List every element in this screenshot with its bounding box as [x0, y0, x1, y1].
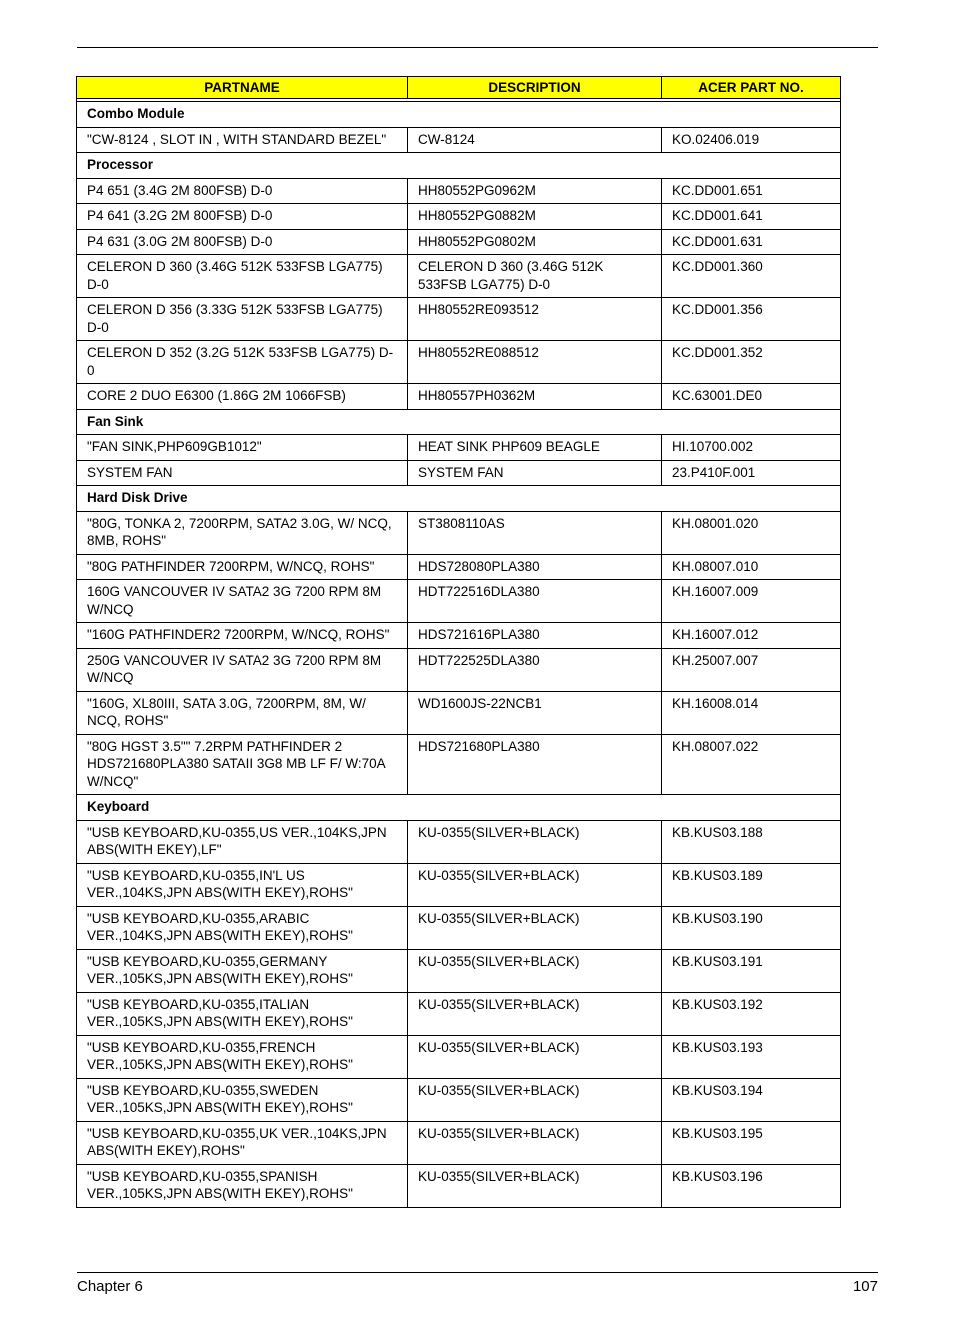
cell-description: HDT722516DLA380	[408, 580, 662, 623]
cell-acer-part-no: KC.DD001.360	[662, 255, 841, 298]
cell-partname: "USB KEYBOARD,KU-0355,US VER.,104KS,JPN ABS(WITH EKEY),LF"	[77, 820, 408, 863]
cell-description: KU-0355(SILVER+BLACK)	[408, 1164, 662, 1207]
cell-partname: "USB KEYBOARD,KU-0355,SPANISH VER.,105KS,JPN ABS(WITH EKEY),ROHS"	[77, 1164, 408, 1207]
cell-acer-part-no: KH.16007.009	[662, 580, 841, 623]
cell-description: KU-0355(SILVER+BLACK)	[408, 1035, 662, 1078]
table-row	[77, 863, 841, 906]
cell-partname: CELERON D 356 (3.33G 512K 533FSB LGA775) D-0	[77, 298, 408, 341]
cell-acer-part-no: KB.KUS03.188	[662, 820, 841, 863]
cell-description: HH80552PG0802M	[408, 229, 662, 255]
table-row	[77, 511, 841, 554]
cell-acer-part-no: KB.KUS03.195	[662, 1121, 841, 1164]
cell-acer-part-no: KC.DD001.631	[662, 229, 841, 255]
cell-acer-part-no: KH.25007.007	[662, 648, 841, 691]
cell-partname: CELERON D 352 (3.2G 512K 533FSB LGA775) D-0	[77, 341, 408, 384]
table-row	[77, 691, 841, 734]
table-body	[77, 99, 841, 1208]
table-row	[77, 992, 841, 1035]
cell-acer-part-no: HI.10700.002	[662, 435, 841, 461]
cell-partname: "CW-8124 , SLOT IN , WITH STANDARD BEZEL"	[77, 127, 408, 153]
table-row	[77, 906, 841, 949]
cell-description: HH80552RE093512	[408, 298, 662, 341]
cell-acer-part-no: KH.08007.010	[662, 554, 841, 580]
cell-acer-part-no: KB.KUS03.191	[662, 949, 841, 992]
footer-page-number: 107	[852, 1278, 878, 1295]
section-heading: Combo Module	[77, 102, 841, 128]
cell-acer-part-no: KC.63001.DE0	[662, 384, 841, 410]
section-row	[77, 409, 841, 435]
cell-acer-part-no: KB.KUS03.189	[662, 863, 841, 906]
cell-partname: "FAN SINK,PHP609GB1012"	[77, 435, 408, 461]
cell-acer-part-no: KB.KUS03.193	[662, 1035, 841, 1078]
parts-table	[76, 76, 841, 1208]
cell-partname: "USB KEYBOARD,KU-0355,ARABIC VER.,104KS,JPN ABS(WITH EKEY),ROHS"	[77, 906, 408, 949]
table-row	[77, 384, 841, 410]
cell-acer-part-no: KC.DD001.641	[662, 204, 841, 230]
cell-partname: "USB KEYBOARD,KU-0355,UK VER.,104KS,JPN ABS(WITH EKEY),ROHS"	[77, 1121, 408, 1164]
cell-description: KU-0355(SILVER+BLACK)	[408, 863, 662, 906]
cell-partname: P4 651 (3.4G 2M 800FSB) D-0	[77, 178, 408, 204]
cell-description: HH80557PH0362M	[408, 384, 662, 410]
section-heading: Processor	[77, 153, 841, 179]
cell-partname: P4 641 (3.2G 2M 800FSB) D-0	[77, 204, 408, 230]
cell-partname: "USB KEYBOARD,KU-0355,GERMANY VER.,105KS,JPN ABS(WITH EKEY),ROHS"	[77, 949, 408, 992]
table-row	[77, 229, 841, 255]
cell-partname: "USB KEYBOARD,KU-0355,FRENCH VER.,105KS,JPN ABS(WITH EKEY),ROHS"	[77, 1035, 408, 1078]
cell-description: KU-0355(SILVER+BLACK)	[408, 992, 662, 1035]
cell-partname: "USB KEYBOARD,KU-0355,ITALIAN VER.,105KS,JPN ABS(WITH EKEY),ROHS"	[77, 992, 408, 1035]
cell-acer-part-no: KC.DD001.651	[662, 178, 841, 204]
cell-partname: "80G HGST 3.5"" 7.2RPM PATHFINDER 2 HDS721680PLA380 SATAII 3G8 MB LF F/ W:70A W/NCQ"	[77, 734, 408, 795]
cell-description: HH80552RE088512	[408, 341, 662, 384]
table-row	[77, 1035, 841, 1078]
cell-partname: 160G VANCOUVER IV SATA2 3G 7200 RPM 8M W/NCQ	[77, 580, 408, 623]
cell-description: KU-0355(SILVER+BLACK)	[408, 949, 662, 992]
cell-partname: CELERON D 360 (3.46G 512K 533FSB LGA775) D-0	[77, 255, 408, 298]
cell-description: HDS721616PLA380	[408, 623, 662, 649]
column-header-acer-part-no: ACER PART NO.	[662, 77, 841, 99]
cell-partname: "80G PATHFINDER 7200RPM, W/NCQ, ROHS"	[77, 554, 408, 580]
cell-description: KU-0355(SILVER+BLACK)	[408, 820, 662, 863]
cell-description: SYSTEM FAN	[408, 460, 662, 486]
cell-description: CELERON D 360 (3.46G 512K 533FSB LGA775) D-0	[408, 255, 662, 298]
cell-acer-part-no: KO.02406.019	[662, 127, 841, 153]
table-row	[77, 1164, 841, 1207]
table-row	[77, 734, 841, 795]
cell-acer-part-no: KC.DD001.352	[662, 341, 841, 384]
cell-partname: "160G PATHFINDER2 7200RPM, W/NCQ, ROHS"	[77, 623, 408, 649]
cell-acer-part-no: KB.KUS03.196	[662, 1164, 841, 1207]
cell-description: KU-0355(SILVER+BLACK)	[408, 1078, 662, 1121]
cell-acer-part-no: KH.16007.012	[662, 623, 841, 649]
cell-description: HEAT SINK PHP609 BEAGLE	[408, 435, 662, 461]
cell-description: HDT722525DLA380	[408, 648, 662, 691]
cell-acer-part-no: KB.KUS03.194	[662, 1078, 841, 1121]
table-row	[77, 1121, 841, 1164]
cell-description: ST3808110AS	[408, 511, 662, 554]
cell-partname: "160G, XL80III, SATA 3.0G, 7200RPM, 8M, W/ NCQ, ROHS"	[77, 691, 408, 734]
cell-acer-part-no: KH.16008.014	[662, 691, 841, 734]
cell-partname: "USB KEYBOARD,KU-0355,IN'L US VER.,104KS,JPN ABS(WITH EKEY),ROHS"	[77, 863, 408, 906]
cell-description: HDS728080PLA380	[408, 554, 662, 580]
cell-partname: SYSTEM FAN	[77, 460, 408, 486]
cell-partname: "80G, TONKA 2, 7200RPM, SATA2 3.0G, W/ NCQ, 8MB, ROHS"	[77, 511, 408, 554]
table-row	[77, 460, 841, 486]
section-row	[77, 486, 841, 512]
cell-description: HH80552PG0962M	[408, 178, 662, 204]
table-row	[77, 204, 841, 230]
table-row	[77, 623, 841, 649]
section-row	[77, 102, 841, 128]
cell-partname: 250G VANCOUVER IV SATA2 3G 7200 RPM 8M W/NCQ	[77, 648, 408, 691]
table-row	[77, 820, 841, 863]
cell-partname: "USB KEYBOARD,KU-0355,SWEDEN VER.,105KS,JPN ABS(WITH EKEY),ROHS"	[77, 1078, 408, 1121]
section-heading: Hard Disk Drive	[77, 486, 841, 512]
cell-description: KU-0355(SILVER+BLACK)	[408, 906, 662, 949]
footer-chapter: Chapter 6	[77, 1278, 143, 1295]
table-row	[77, 178, 841, 204]
cell-acer-part-no: KH.08001.020	[662, 511, 841, 554]
cell-partname: CORE 2 DUO E6300 (1.86G 2M 1066FSB)	[77, 384, 408, 410]
cell-partname: P4 631 (3.0G 2M 800FSB) D-0	[77, 229, 408, 255]
cell-description: WD1600JS-22NCB1	[408, 691, 662, 734]
table-row	[77, 298, 841, 341]
table-row	[77, 127, 841, 153]
table-row	[77, 255, 841, 298]
cell-acer-part-no: KB.KUS03.190	[662, 906, 841, 949]
table-row	[77, 580, 841, 623]
bottom-rule	[77, 1272, 878, 1273]
table-row	[77, 554, 841, 580]
table-row	[77, 648, 841, 691]
cell-description: CW-8124	[408, 127, 662, 153]
table-row	[77, 341, 841, 384]
table-row	[77, 1078, 841, 1121]
cell-acer-part-no: KH.08007.022	[662, 734, 841, 795]
table-header-row	[77, 77, 841, 99]
section-row	[77, 153, 841, 179]
section-row	[77, 795, 841, 821]
cell-acer-part-no: 23.P410F.001	[662, 460, 841, 486]
column-header-partname: PARTNAME	[77, 77, 408, 99]
section-heading: Fan Sink	[77, 409, 841, 435]
cell-acer-part-no: KB.KUS03.192	[662, 992, 841, 1035]
cell-description: HH80552PG0882M	[408, 204, 662, 230]
table-row	[77, 949, 841, 992]
section-heading: Keyboard	[77, 795, 841, 821]
cell-description: KU-0355(SILVER+BLACK)	[408, 1121, 662, 1164]
cell-acer-part-no: KC.DD001.356	[662, 298, 841, 341]
column-header-description: DESCRIPTION	[408, 77, 662, 99]
cell-description: HDS721680PLA380	[408, 734, 662, 795]
table-row	[77, 435, 841, 461]
top-rule	[77, 47, 878, 48]
